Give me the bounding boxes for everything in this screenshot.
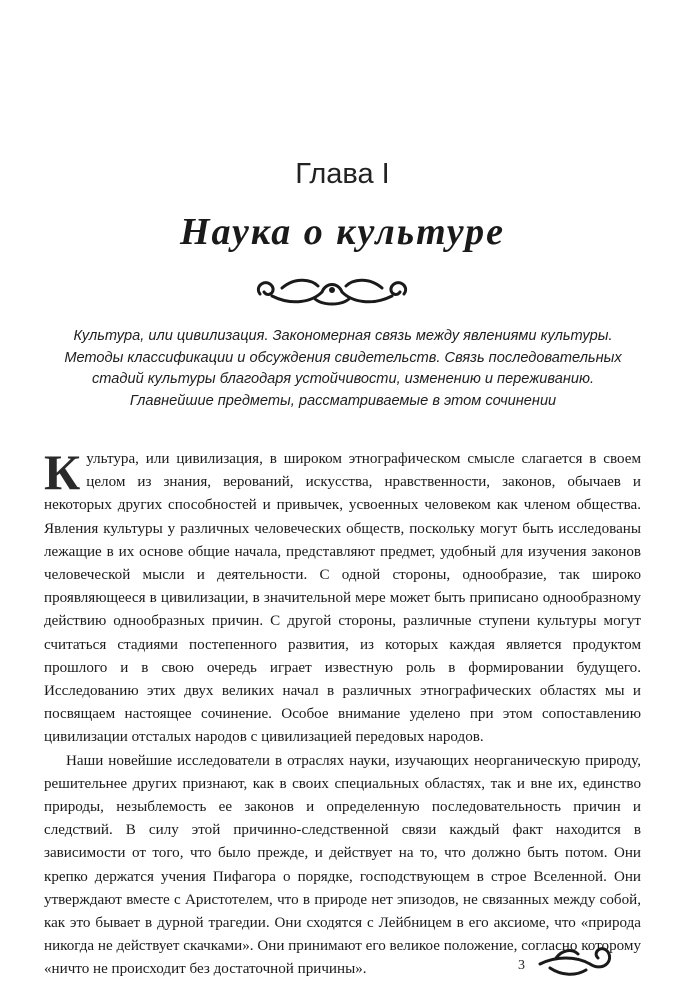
corner-flourish-icon xyxy=(536,942,616,982)
paragraph-1 xyxy=(44,444,641,750)
paragraph-1-text: ультура, или цивилизация, в широком этнографическом смысле слагается в своем целом из знания, верований, искусства, нравственности, законов, обычаев и некоторых других способностей и привычек, усвоенных человеком как членом общества. Явления культуры у различных человеческих обществ, поскольку могут быть исследованы лежащие в их основе общие начала, представляют предмет, удобный для изучения законов человеческой мысли и деятельности. С одной стороны, однообразие, так широко проявляющееся в цивилизации, в значительной мере может быть приписано однообразному действию однообразных причин. С другой стороны, различные ступени культуры могут считаться стадиями постепенного развития, из которых каждая является продуктом прошлого и в свою очередь играет известную роль в формировании будущего. Исследованию этих двух великих начал в различных этнографических областях мы и посвящаем настоящее сочинение. Особое внимание уделено при этом сопоставлению цивилизации отсталых народов с цивилизацией передовых народов. xyxy=(44,451,641,746)
chapter-label: Глава I xyxy=(295,158,390,190)
flourish-ornament-icon xyxy=(252,272,412,308)
chapter-summary: Культура, или цивилизация. Закономерная связь между явлениями культуры. Методы классификации и обсуждения свидетельств. Связь последовательных стадий культуры благодаря устойчивости, изменению и переживанию. Главнейшие предметы, рассматриваемые в этом сочинении xyxy=(64,328,622,409)
body-text xyxy=(44,444,641,982)
page-number: 3 xyxy=(518,958,525,973)
chapter-title: Наука о культуре xyxy=(179,211,506,253)
drop-cap: К xyxy=(44,444,81,500)
paragraph-2: Наши новейшие исследователи в отраслях науки, изучающих неорганическую природу, решительнее других признают, как в своих специальных областях, так и вне их, единство природы, незыблемость ее законов и определенную последовательность причин и следствий. В силу этой причинно-следственной связи каждый факт находится в зависимости от того, что было прежде, и действует на то, что должно быть потом. Они крепко держатся учения Пифагора о порядке, господствующем в строе Вселенной. Они утверждают вместе с Аристотелем, что в природе нет эпизодов, не связанных между собой, как это бывает в дурной трагедии. Они сходятся с Лейбницем в его аксиоме, что «природа никогда не действует скачками». Они принимают его великое положение, согласно которому «ничто не происходит без достаточной причины». xyxy=(44,752,641,978)
